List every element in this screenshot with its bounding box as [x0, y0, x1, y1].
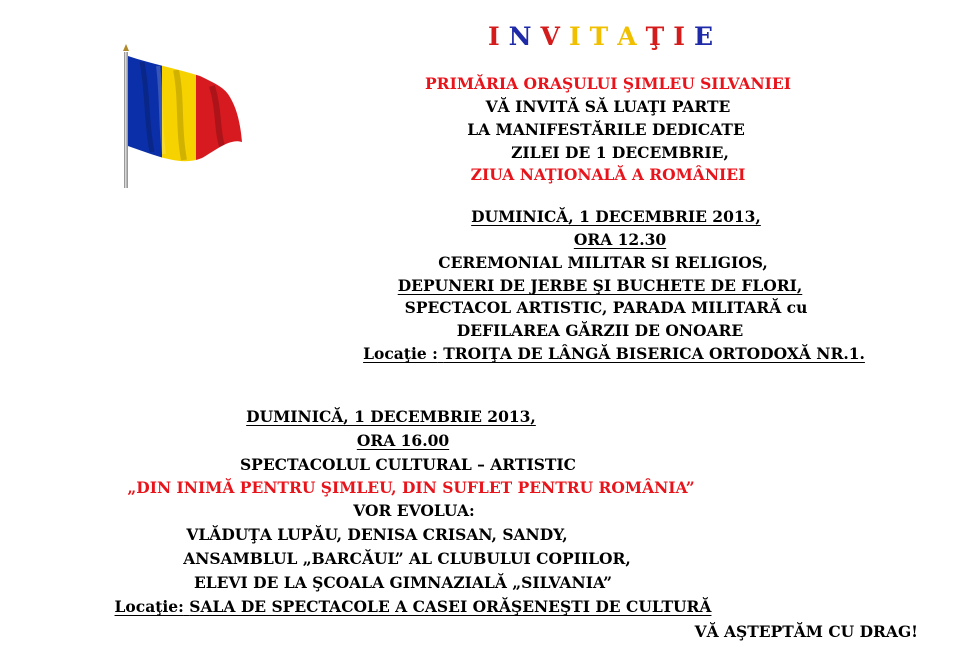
event2-location-label: Locaţie:: [114, 597, 184, 616]
closing-line: VĂ AŞTEPTĂM CU DRAG!: [694, 622, 918, 641]
invitation-title: [488, 22, 722, 51]
title-letter: I: [568, 22, 590, 51]
romanian-flag-image: [112, 42, 252, 192]
event2-detail-3: VOR EVOLUA:: [353, 501, 475, 520]
event1-location-value: TROIŢA DE LÂNGĂ BISERICA ORTODOXĂ NR.1.: [443, 344, 865, 363]
event1-detail-4: DEFILAREA GĂRZII DE ONOARE: [456, 321, 744, 340]
event1-detail-2: DEPUNERI DE JERBE ŞI BUCHETE DE FLORI,: [397, 276, 803, 295]
flag-pole-finial: [123, 44, 129, 51]
event2-detail-6: ELEVI DE LA ŞCOALA GIMNAZIALĂ „SILVANIA”: [193, 573, 613, 592]
event1-detail-3: SPECTACOL ARTISTIC, PARADA MILITARĂ cu: [404, 298, 808, 317]
title-letter: E: [693, 22, 723, 51]
title-letter: I: [487, 22, 509, 51]
event2-detail-1: SPECTACOLUL CULTURAL – ARTISTIC: [239, 455, 577, 474]
title-letter: A: [617, 22, 646, 51]
event2-location: [115, 597, 712, 617]
event2-show-title: „DIN INIMĂ PENTRU ŞIMLEU, DIN SUFLET PENTRU ROMÂNIA”: [127, 478, 695, 497]
event1-location-label: Locaţie :: [363, 344, 438, 363]
intro-line-4: ZILEI DE 1 DECEMBRIE,: [511, 143, 729, 162]
event1-location: [363, 344, 865, 364]
title-letter: V: [540, 22, 569, 51]
event2-detail-5: ANSAMBLUL „BARCĂUL” AL CLUBULUI COPIILOR,: [183, 549, 631, 568]
event2-date: DUMINICĂ, 1 DECEMBRIE 2013,: [246, 407, 536, 426]
national-day-line: ZIUA NAŢIONALĂ A ROMÂNIEI: [470, 165, 746, 184]
flag-stripe-red: [196, 42, 252, 182]
event2-detail-4: VLĂDUŢA LUPĂU, DENISA CRISAN, SANDY,: [186, 525, 568, 544]
intro-line-3: LA MANIFESTĂRILE DEDICATE: [467, 120, 745, 139]
title-letter: N: [508, 22, 541, 51]
intro-line-2: VĂ INVITĂ SĂ LUAŢI PARTE: [485, 97, 731, 116]
event2-time: ORA 16.00: [356, 431, 450, 450]
organizer-line: PRIMĂRIA ORAŞULUI ŞIMLEU SILVANIEI: [425, 74, 791, 93]
title-letter: I: [673, 22, 694, 51]
event1-date: DUMINICĂ, 1 DECEMBRIE 2013,: [471, 207, 761, 226]
event1-time: ORA 12.30: [573, 230, 667, 249]
title-letter: Ţ: [645, 22, 674, 51]
event2-location-value: SALA DE SPECTACOLE A CASEI ORĂŞENEŞTI DE CULTURĂ: [189, 597, 712, 616]
title-letter: T: [589, 22, 618, 51]
event1-detail-1: CEREMONIAL MILITAR SI RELIGIOS,: [438, 253, 768, 272]
